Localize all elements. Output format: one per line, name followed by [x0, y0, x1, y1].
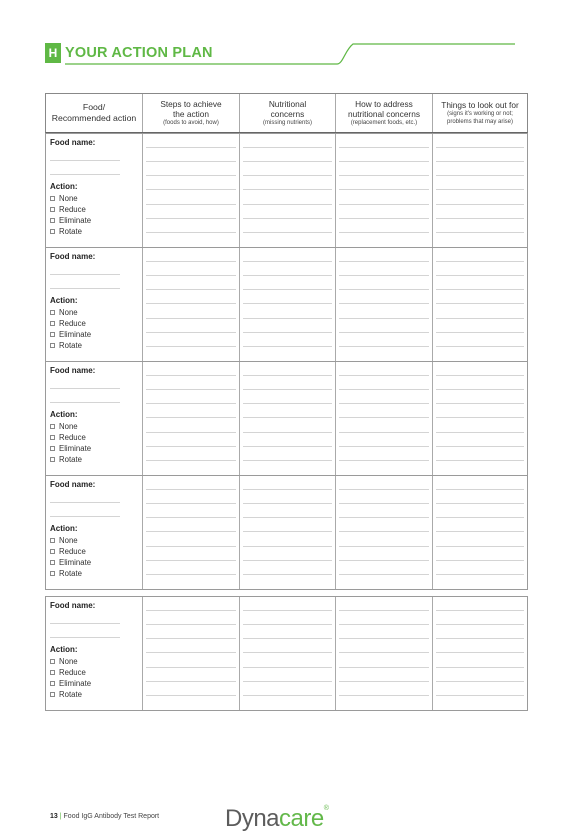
writing-line: [243, 638, 332, 639]
writing-line: [436, 289, 524, 290]
food-name-field[interactable]: [50, 402, 120, 403]
column-header-line: Things to look out for: [441, 100, 519, 110]
checkbox-icon[interactable]: [50, 681, 55, 686]
column-header-line: concerns: [270, 109, 305, 119]
writing-line: [339, 546, 429, 547]
writing-line: [243, 389, 332, 390]
food-name-field[interactable]: [50, 623, 120, 624]
writing-line: [436, 218, 524, 219]
writing-line: [243, 517, 332, 518]
column-header-subtext: (foods to avoid, how): [163, 120, 219, 126]
action-option-none[interactable]: [50, 421, 91, 432]
food-name-field[interactable]: [50, 502, 120, 503]
checkbox-icon[interactable]: [50, 560, 55, 565]
writing-line: [243, 147, 332, 148]
column-header-subtext: (signs it's working or not;: [447, 111, 513, 117]
food-name-field[interactable]: [50, 516, 120, 517]
food-name-field[interactable]: [50, 160, 120, 161]
food-name-label: Food name:: [50, 601, 96, 610]
writing-line: [146, 446, 236, 447]
writing-line: [436, 275, 524, 276]
writing-line: [243, 204, 332, 205]
writing-line: [146, 218, 236, 219]
look-out-cell[interactable]: [433, 476, 527, 589]
writing-line: [146, 332, 236, 333]
action-option-label: Eliminate: [59, 444, 92, 453]
food-entry-cell: [46, 362, 143, 475]
checkbox-icon[interactable]: [50, 229, 55, 234]
writing-line: [243, 503, 332, 504]
steps-cell[interactable]: [143, 248, 240, 361]
look-out-cell[interactable]: [433, 362, 527, 475]
page-footer: [50, 805, 360, 835]
writing-line: [436, 375, 524, 376]
writing-line: [339, 667, 429, 668]
writing-line: [146, 189, 236, 190]
writing-line: [146, 695, 236, 696]
action-option-label: None: [59, 657, 78, 666]
nutritional-concerns-cell[interactable]: [240, 134, 336, 247]
checkbox-icon[interactable]: [50, 332, 55, 337]
action-option-label: None: [59, 422, 78, 431]
writing-line: [436, 624, 524, 625]
column-header-steps: [143, 94, 240, 132]
writing-line: [146, 289, 236, 290]
address-concerns-cell[interactable]: [336, 134, 433, 247]
action-option-reduce[interactable]: [50, 318, 91, 329]
action-options: [50, 193, 91, 237]
writing-line: [436, 652, 524, 653]
action-option-label: None: [59, 194, 78, 203]
writing-line: [436, 147, 524, 148]
food-name-label: Food name:: [50, 480, 96, 489]
action-option-label: Rotate: [59, 227, 82, 236]
writing-line: [243, 667, 332, 668]
writing-line: [146, 261, 236, 262]
writing-line: [146, 232, 236, 233]
footer-text: [50, 813, 159, 820]
action-option-label: Reduce: [59, 433, 86, 442]
address-concerns-cell[interactable]: [336, 362, 433, 475]
steps-cell[interactable]: [143, 597, 240, 710]
action-option-none[interactable]: [50, 307, 91, 318]
writing-line: [339, 375, 429, 376]
steps-cell[interactable]: [143, 134, 240, 247]
look-out-cell[interactable]: [433, 248, 527, 361]
nutritional-concerns-cell[interactable]: [240, 597, 336, 710]
food-name-field[interactable]: [50, 288, 120, 289]
checkbox-icon[interactable]: [50, 549, 55, 554]
writing-line: [243, 261, 332, 262]
section-header: [45, 40, 515, 70]
food-name-label: Food name:: [50, 366, 96, 375]
column-header-address-concerns: [336, 94, 433, 132]
checkbox-icon[interactable]: [50, 692, 55, 697]
writing-line: [146, 546, 236, 547]
action-option-label: None: [59, 536, 78, 545]
writing-line: [436, 175, 524, 176]
footer-separator: |: [59, 813, 62, 820]
action-option-reduce[interactable]: [50, 667, 91, 678]
column-header-food: [46, 94, 143, 132]
action-option-label: Rotate: [59, 455, 82, 464]
writing-line: [243, 232, 332, 233]
action-option-none[interactable]: [50, 656, 91, 667]
writing-line: [436, 460, 524, 461]
writing-line: [436, 417, 524, 418]
writing-line: [243, 161, 332, 162]
checkbox-icon[interactable]: [50, 670, 55, 675]
writing-line: [146, 147, 236, 148]
address-concerns-cell[interactable]: [336, 476, 433, 589]
steps-cell[interactable]: [143, 476, 240, 589]
checkbox-icon[interactable]: [50, 207, 55, 212]
action-option-rotate[interactable]: [50, 454, 91, 465]
writing-line: [339, 346, 429, 347]
writing-line: [243, 375, 332, 376]
writing-line: [436, 517, 524, 518]
writing-line: [339, 147, 429, 148]
writing-line: [339, 232, 429, 233]
writing-line: [339, 574, 429, 575]
nutritional-concerns-cell[interactable]: [240, 248, 336, 361]
writing-line: [436, 161, 524, 162]
action-options: [50, 421, 91, 465]
column-header-subtext: (replacement foods, etc.): [350, 120, 418, 126]
writing-line: [339, 489, 429, 490]
food-entry-block: [45, 247, 528, 362]
writing-line: [146, 417, 236, 418]
report-title: Food IgG Antibody Test Report: [63, 813, 160, 820]
action-option-rotate[interactable]: [50, 568, 91, 579]
nutritional-concerns-cell[interactable]: [240, 362, 336, 475]
action-option-eliminate[interactable]: [50, 678, 91, 689]
section-badge: H: [45, 43, 61, 63]
column-header-line: the action: [173, 109, 209, 119]
checkbox-icon[interactable]: [50, 343, 55, 348]
writing-line: [243, 652, 332, 653]
writing-line: [146, 303, 236, 304]
writing-line: [339, 638, 429, 639]
writing-line: [339, 189, 429, 190]
writing-line: [146, 652, 236, 653]
writing-line: [339, 652, 429, 653]
writing-line: [243, 546, 332, 547]
writing-line: [339, 389, 429, 390]
column-header-line: nutritional concerns: [348, 109, 420, 119]
writing-line: [243, 189, 332, 190]
food-entry-block: [45, 596, 528, 711]
action-option-label: Rotate: [59, 569, 82, 578]
writing-line: [146, 175, 236, 176]
action-label: Action:: [50, 296, 78, 305]
writing-line: [339, 610, 429, 611]
look-out-cell[interactable]: [433, 597, 527, 710]
nutritional-concerns-cell[interactable]: [240, 476, 336, 589]
writing-line: [146, 204, 236, 205]
food-entry-block: [45, 361, 528, 476]
action-option-label: Reduce: [59, 668, 86, 677]
checkbox-icon[interactable]: [50, 321, 55, 326]
column-header-nutritional-concerns: [240, 94, 336, 132]
food-name-field[interactable]: [50, 388, 120, 389]
writing-line: [339, 403, 429, 404]
writing-line: [436, 318, 524, 319]
writing-line: [146, 460, 236, 461]
checkbox-icon[interactable]: [50, 538, 55, 543]
writing-line: [146, 610, 236, 611]
action-option-reduce[interactable]: [50, 204, 91, 215]
writing-line: [339, 303, 429, 304]
writing-line: [243, 560, 332, 561]
writing-line: [243, 417, 332, 418]
writing-line: [339, 204, 429, 205]
column-header-subtext: (missing nutrients): [262, 120, 312, 126]
writing-line: [146, 375, 236, 376]
steps-cell[interactable]: [143, 362, 240, 475]
writing-line: [339, 261, 429, 262]
writing-line: [146, 517, 236, 518]
writing-line: [436, 204, 524, 205]
writing-line: [146, 667, 236, 668]
writing-line: [243, 275, 332, 276]
writing-line: [436, 403, 524, 404]
writing-line: [146, 681, 236, 682]
action-option-label: Reduce: [59, 547, 86, 556]
writing-line: [436, 432, 524, 433]
checkbox-icon[interactable]: [50, 196, 55, 201]
writing-line: [339, 446, 429, 447]
action-option-label: Eliminate: [59, 558, 92, 567]
writing-line: [243, 332, 332, 333]
writing-line: [436, 489, 524, 490]
writing-line: [243, 624, 332, 625]
writing-line: [243, 432, 332, 433]
writing-line: [243, 289, 332, 290]
action-option-eliminate[interactable]: [50, 215, 91, 226]
writing-line: [243, 681, 332, 682]
writing-line: [243, 460, 332, 461]
writing-line: [436, 346, 524, 347]
writing-line: [243, 175, 332, 176]
writing-line: [243, 610, 332, 611]
writing-line: [146, 624, 236, 625]
writing-line: [436, 695, 524, 696]
writing-line: [436, 638, 524, 639]
logo-care: care: [279, 805, 324, 832]
writing-line: [243, 446, 332, 447]
writing-line: [146, 161, 236, 162]
food-name-label: Food name:: [50, 138, 96, 147]
writing-line: [339, 517, 429, 518]
writing-line: [339, 161, 429, 162]
checkbox-icon[interactable]: [50, 435, 55, 440]
dynacare-logo: [225, 805, 328, 833]
address-concerns-cell[interactable]: [336, 248, 433, 361]
action-option-label: Rotate: [59, 341, 82, 350]
food-entry-cell: [46, 134, 143, 247]
action-label: Action:: [50, 182, 78, 191]
food-entry-cell: [46, 248, 143, 361]
writing-line: [339, 560, 429, 561]
action-options: [50, 535, 91, 579]
food-name-label: Food name:: [50, 252, 96, 261]
writing-line: [146, 346, 236, 347]
writing-line: [146, 403, 236, 404]
writing-line: [339, 289, 429, 290]
food-entry-cell: [46, 476, 143, 589]
writing-line: [146, 432, 236, 433]
writing-line: [339, 175, 429, 176]
writing-line: [436, 560, 524, 561]
writing-line: [436, 446, 524, 447]
checkbox-icon[interactable]: [50, 659, 55, 664]
column-header-look-out: [433, 94, 527, 132]
action-option-label: Eliminate: [59, 216, 92, 225]
checkbox-icon[interactable]: [50, 310, 55, 315]
checkbox-icon[interactable]: [50, 218, 55, 223]
action-label: Action:: [50, 645, 78, 654]
writing-line: [146, 574, 236, 575]
checkbox-icon[interactable]: [50, 457, 55, 462]
writing-line: [339, 332, 429, 333]
food-entry-block: [45, 133, 528, 248]
writing-line: [339, 624, 429, 625]
writing-line: [436, 232, 524, 233]
action-options: [50, 307, 91, 351]
writing-line: [243, 303, 332, 304]
address-concerns-cell[interactable]: [336, 597, 433, 710]
writing-line: [243, 531, 332, 532]
checkbox-icon[interactable]: [50, 571, 55, 576]
section-title: YOUR ACTION PLAN: [65, 45, 213, 61]
column-header-line: Steps to achieve: [160, 99, 222, 109]
writing-line: [339, 417, 429, 418]
column-header-subtext: problems that may arise): [446, 119, 514, 125]
writing-line: [339, 531, 429, 532]
writing-line: [436, 189, 524, 190]
food-name-field[interactable]: [50, 274, 120, 275]
action-option-rotate[interactable]: [50, 689, 91, 700]
writing-line: [436, 303, 524, 304]
writing-line: [146, 318, 236, 319]
action-option-none[interactable]: [50, 535, 91, 546]
writing-line: [243, 695, 332, 696]
writing-line: [339, 318, 429, 319]
writing-line: [436, 389, 524, 390]
writing-line: [436, 261, 524, 262]
action-option-label: Rotate: [59, 690, 82, 699]
writing-line: [436, 574, 524, 575]
writing-line: [339, 681, 429, 682]
writing-line: [243, 346, 332, 347]
action-option-reduce[interactable]: [50, 546, 91, 557]
food-entry-block: [45, 475, 528, 590]
action-option-eliminate[interactable]: [50, 443, 91, 454]
writing-line: [339, 432, 429, 433]
writing-line: [243, 489, 332, 490]
table-header: [45, 93, 528, 133]
action-label: Action:: [50, 410, 78, 419]
look-out-cell[interactable]: [433, 134, 527, 247]
column-header-line: Food/: [82, 102, 106, 112]
writing-line: [339, 218, 429, 219]
action-options: [50, 656, 91, 700]
writing-line: [146, 531, 236, 532]
checkbox-icon[interactable]: [50, 446, 55, 451]
writing-line: [436, 531, 524, 532]
action-option-label: None: [59, 308, 78, 317]
logo-dyna: Dyna: [225, 805, 280, 832]
writing-line: [436, 610, 524, 611]
writing-line: [436, 503, 524, 504]
writing-line: [243, 318, 332, 319]
writing-line: [339, 275, 429, 276]
writing-line: [243, 218, 332, 219]
writing-line: [146, 489, 236, 490]
action-option-eliminate[interactable]: [50, 329, 91, 340]
writing-line: [436, 332, 524, 333]
writing-line: [339, 460, 429, 461]
checkbox-icon[interactable]: [50, 424, 55, 429]
logo-registered-mark: ®: [323, 805, 329, 812]
writing-line: [146, 389, 236, 390]
writing-line: [436, 667, 524, 668]
food-name-field[interactable]: [50, 174, 120, 175]
food-name-field[interactable]: [50, 637, 120, 638]
action-option-none[interactable]: [50, 193, 91, 204]
writing-line: [436, 681, 524, 682]
action-option-label: Reduce: [59, 205, 86, 214]
action-label: Action:: [50, 524, 78, 533]
action-option-rotate[interactable]: [50, 226, 91, 237]
writing-line: [243, 403, 332, 404]
writing-line: [146, 638, 236, 639]
column-header-line: Recommended action: [51, 113, 137, 123]
action-option-label: Reduce: [59, 319, 86, 328]
writing-line: [146, 560, 236, 561]
column-header-line: How to address: [355, 99, 413, 109]
writing-line: [146, 275, 236, 276]
action-option-label: Eliminate: [59, 330, 92, 339]
action-option-reduce[interactable]: [50, 432, 91, 443]
writing-line: [146, 503, 236, 504]
page-number: 13: [50, 813, 58, 820]
food-entry-cell: [46, 597, 143, 710]
writing-line: [436, 546, 524, 547]
column-header-line: Nutritional: [268, 99, 307, 109]
action-option-rotate[interactable]: [50, 340, 91, 351]
action-option-eliminate[interactable]: [50, 557, 91, 568]
writing-line: [339, 695, 429, 696]
writing-line: [339, 503, 429, 504]
writing-line: [243, 574, 332, 575]
action-option-label: Eliminate: [59, 679, 92, 688]
